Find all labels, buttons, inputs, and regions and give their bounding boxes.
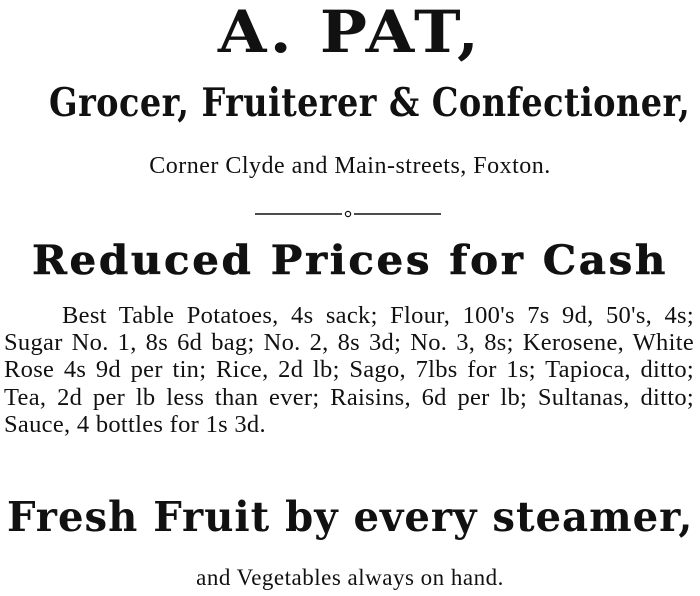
shop-name: A. PAT, — [217, 0, 483, 66]
fresh-fruit-slogan: Fresh Fruit by every steamer, — [7, 493, 694, 541]
trade-description: Grocer, Fruiterer & Confectioner, — [49, 80, 691, 126]
divider-rule — [255, 210, 441, 218]
price-list-paragraph: Best Table Potatoes, 4s sack; Flour, 100's 7s 9d, 50's, 4s; Sugar No. 1, 8s 6d bag; No. 2, 8s 3d; No. 3, 8s; Kerosene, White Rose 4s 9d per tin; Rice, 2d lb; Sago, 7lbs for 1s; Tapioca, ditto; Tea, 2d per lb less than ever; Raisins, 6d per lb; Sultanas, ditto; Sauce, 4 bottles for 1s 3d. — [4, 302, 694, 438]
vegetables-line: and Vegetables always on hand. — [196, 565, 504, 590]
shop-address: Corner Clyde and Main-streets, Foxton. — [149, 153, 551, 179]
reduced-prices-headline: Reduced Prices for Cash — [31, 237, 669, 284]
rule-with-center-dot-icon — [255, 210, 441, 218]
